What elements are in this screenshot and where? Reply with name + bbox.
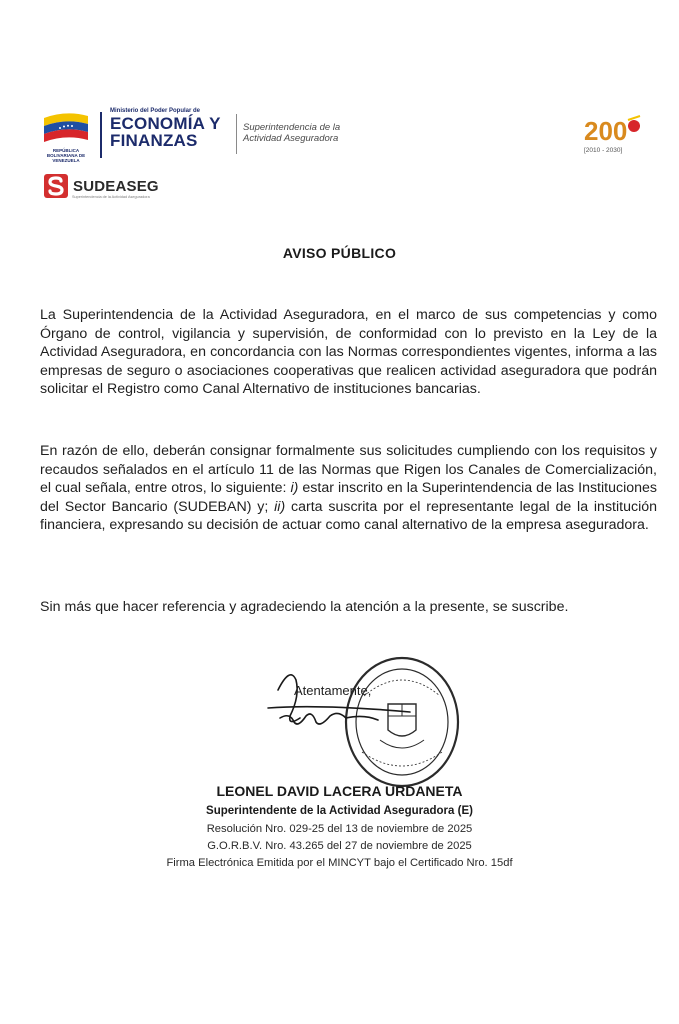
anniversary-years: [2010 - 2030] bbox=[584, 147, 623, 154]
official-seal-and-signature bbox=[260, 656, 490, 796]
paragraph-1: La Superintendencia de la Actividad Aseguradora, en el marco de sus competencias y como Órgano de control, vigilancia y supervisión, de conformidad con lo previsto en la Ley de la Actividad Aseguradora, en concordancia con las Normas correspondientes vigentes, informa a las empresas de seguro o asociaciones cooperativas que realicen actividad aseguradora que podrán solicitar el Registro como Canal Alternativo de instituciones bancarias. bbox=[40, 307, 657, 398]
signatory-name: LEONEL DAVID LACERA URDANETA bbox=[216, 783, 463, 799]
paragraph-2-part-c: carta suscrita por el representante legal de la institución financiera, expresando su decisión de actuar como canal alternativo de la empresa aseguradora. bbox=[40, 498, 657, 534]
resolution-line: Resolución Nro. 029-25 del 13 de noviembre de 2025 bbox=[206, 823, 473, 835]
venezuela-flag-logo bbox=[40, 108, 92, 164]
gazette-line: G.O.R.B.V. Nro. 43.265 del 27 de noviembre de 2025 bbox=[207, 840, 472, 852]
sudeaseg-caption: Superintendencia de la Actividad Aseguradora bbox=[72, 195, 150, 199]
super-line-2: Actividad Aseguradora bbox=[243, 133, 339, 144]
paragraph-3: Sin más que hacer referencia y agradeciendo la atención a la presente, se suscribe. bbox=[40, 599, 569, 615]
paragraph-2 bbox=[40, 442, 657, 535]
header-thin-divider bbox=[236, 114, 237, 154]
ministry-small-text: Ministerio del Poder Popular de bbox=[110, 108, 201, 114]
ministry-line-2: FINANZAS bbox=[110, 131, 198, 150]
header-divider bbox=[100, 112, 102, 158]
item-i-marker: i) bbox=[290, 480, 299, 497]
item-ii-marker: ii) bbox=[274, 498, 286, 515]
ministry-name bbox=[110, 108, 230, 149]
flag-icon bbox=[40, 108, 92, 146]
sudeaseg-s-icon bbox=[44, 174, 68, 198]
anniversary-number: 200 bbox=[584, 116, 628, 146]
sudeaseg-wordmark: SUDEASEG bbox=[73, 177, 159, 195]
anniversary-logo bbox=[578, 112, 648, 156]
paragraph-2-part-b: estar inscrito en la Superintendencia de las Instituciones del Sector Bancario (SUDEBAN) y; bbox=[40, 480, 657, 515]
signatory-title: Superintendente de la Actividad Aseguradora (E) bbox=[206, 805, 473, 817]
closing-text: Atentamente, bbox=[294, 683, 372, 698]
electronic-signature-line: Firma Electrónica Emitida por el MINCYT bajo el Certificado Nro. 15df bbox=[166, 857, 513, 869]
official-seal-icon bbox=[346, 658, 458, 786]
ministry-line-1: ECONOMÍA Y bbox=[110, 114, 221, 133]
paragraph-2-part-a: En razón de ello, deberán consignar formalmente sus solicitudes cumpliendo con los requisitos y recaudos señalados en el artículo 11 de las Normas que Rigen los Canales de Comercialización, el cual señala, entre otros, lo siguiente: bbox=[40, 443, 657, 497]
flag-caption: REPÚBLICA BOLIVARIANA DE VENEZUELA bbox=[46, 148, 86, 163]
sudeaseg-logo bbox=[44, 174, 159, 198]
ministry-header bbox=[40, 108, 340, 164]
superintendencia-text bbox=[243, 122, 340, 144]
super-line-1: Superintendencia de la bbox=[243, 122, 341, 133]
document-title: AVISO PÚBLICO bbox=[282, 245, 397, 261]
